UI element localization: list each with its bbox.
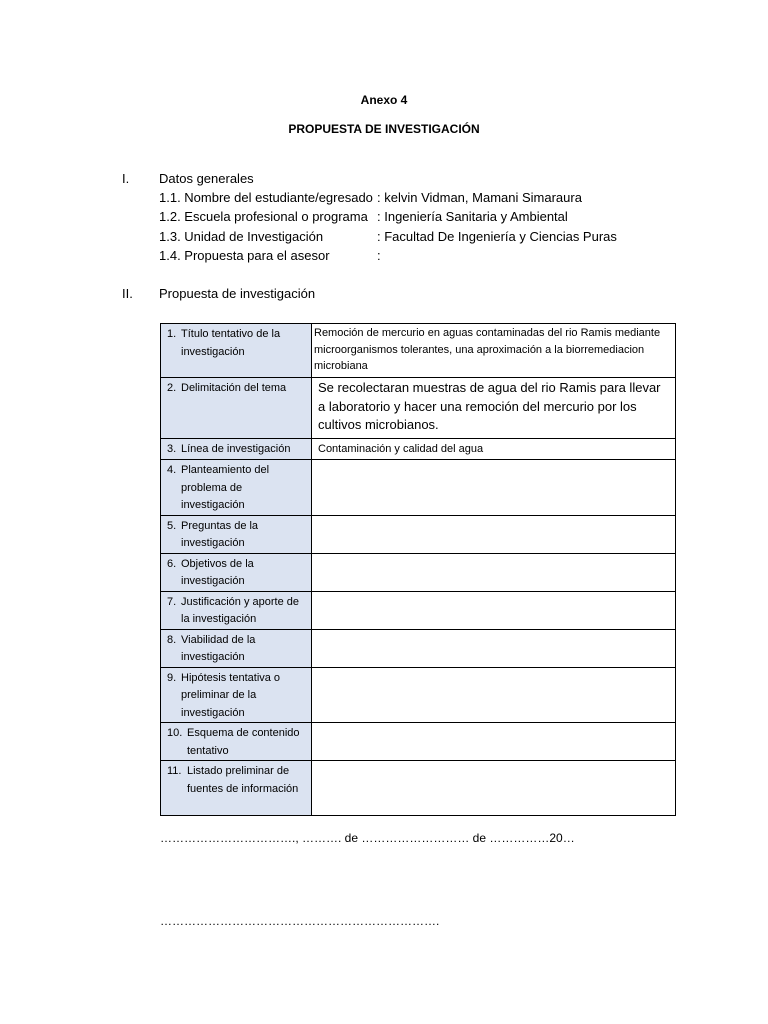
row-value-cell[interactable] (312, 515, 676, 553)
row-number: 6. (167, 557, 177, 570)
section-1-title: Datos generales (159, 171, 254, 186)
field-label: 1.4. Propuesta para el asesor (159, 247, 330, 263)
table-row (161, 667, 676, 723)
row-value-cell[interactable] (312, 723, 676, 761)
general-data-fields (159, 190, 617, 267)
table-row (161, 761, 676, 816)
table-row (161, 723, 676, 761)
section-2-numeral: II. (122, 286, 133, 301)
row-value (312, 668, 675, 669)
table-row (161, 460, 676, 516)
row-label: Línea de investigación (181, 443, 291, 455)
row-value-cell[interactable] (312, 667, 676, 723)
row-value-cell[interactable] (312, 460, 676, 516)
field-advisor-proposal (159, 248, 617, 267)
field-school (159, 209, 617, 228)
row-label-cell (161, 439, 312, 460)
row-label-cell (161, 515, 312, 553)
field-label: 1.1. Nombre del estudiante/egresado (159, 190, 373, 205)
field-student-name (159, 190, 617, 209)
signature-line: ……………………………………………………………. (160, 914, 440, 928)
table-row (161, 378, 676, 439)
row-number: 3. (167, 443, 177, 455)
field-value: : Facultad De Ingeniería y Ciencias Puras (377, 228, 617, 244)
row-value (312, 592, 675, 593)
row-label: Planteamiento del problema de investigación (181, 464, 270, 511)
row-value (312, 723, 675, 724)
row-label: Hipótesis tentativa o preliminar de la investigación (181, 671, 281, 719)
row-value (312, 554, 675, 555)
row-value (312, 516, 675, 517)
row-number: 7. (167, 595, 177, 608)
row-value-cell[interactable] (312, 761, 676, 816)
row-label-cell (161, 591, 312, 629)
table-row (161, 591, 676, 629)
row-number: 1. (167, 328, 177, 340)
table-row (161, 515, 676, 553)
row-label: Preguntas de la investigación (181, 519, 259, 549)
row-label: Título tentativo de la investigación (181, 328, 281, 358)
proposal-table (160, 323, 676, 816)
row-number: 4. (167, 464, 177, 476)
row-number: 10. (167, 727, 183, 739)
row-number: 9. (167, 671, 177, 684)
section-2-title: Propuesta de investigación (159, 286, 316, 301)
row-label: Justificación y aporte de la investigación (181, 595, 300, 625)
row-number: 11. (167, 765, 182, 777)
table-row (161, 324, 676, 378)
table-row (161, 439, 676, 460)
row-label-cell (161, 460, 312, 516)
field-label: 1.2. Escuela profesional o programa (159, 209, 368, 225)
row-number: 2. (167, 382, 177, 394)
row-label-cell (161, 378, 312, 439)
table-row (161, 629, 676, 667)
table-row (161, 553, 676, 591)
section-1-numeral: I. (122, 171, 130, 186)
row-value-cell[interactable] (312, 553, 676, 591)
document-title: PROPUESTA DE INVESTIGACIÓN (288, 122, 480, 136)
annex-label: Anexo 4 (360, 93, 408, 107)
field-label: 1.3. Unidad de Investigación (159, 228, 324, 244)
row-value (312, 630, 675, 631)
row-label-cell (161, 667, 312, 723)
row-value (312, 761, 675, 762)
row-value-cell[interactable] (312, 378, 676, 439)
row-number: 8. (167, 633, 177, 646)
row-value-cell[interactable] (312, 324, 676, 378)
field-research-unit (159, 229, 617, 248)
row-label: Listado preliminar de fuentes de información (187, 765, 299, 795)
row-label-cell (161, 324, 312, 378)
row-value: Se recolectaran muestras de agua del rio Ramis para llevar a laboratorio y hacer una remoción del mercurio por los cultivos microbianos. (318, 380, 661, 432)
row-label-cell (161, 723, 312, 761)
row-label: Objetivos de la investigación (181, 557, 254, 587)
row-label: Delimitación del tema (181, 382, 287, 394)
row-label-cell (161, 553, 312, 591)
row-label-cell (161, 761, 312, 816)
field-value: : (377, 247, 381, 263)
field-value: : Ingeniería Sanitaria y Ambiental (377, 209, 568, 225)
row-label: Esquema de contenido tentativo (187, 727, 300, 757)
row-label: Viabilidad de la investigación (181, 633, 256, 663)
row-value-cell[interactable] (312, 629, 676, 667)
row-label-cell (161, 629, 312, 667)
row-value-cell[interactable] (312, 591, 676, 629)
row-number: 5. (167, 519, 177, 532)
row-value: Remoción de mercurio en aguas contaminadas del rio Ramis mediante microorganismos tolerantes, una aproximación a la biorremediacion microbiana (314, 327, 661, 372)
field-value: : kelvin Vidman, Mamani Simaraura (377, 190, 582, 205)
row-value (312, 460, 675, 461)
row-value-cell[interactable] (312, 439, 676, 460)
row-value: Contaminación y calidad del agua (318, 443, 484, 455)
date-line: ……………………………., ………. de ……………………… de ……………20… (160, 831, 575, 845)
